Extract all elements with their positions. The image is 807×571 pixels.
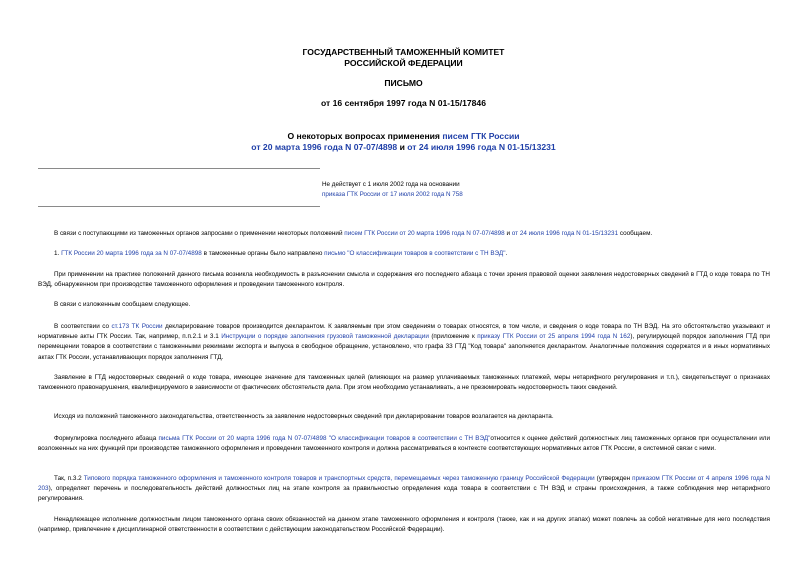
paragraph-3: При применении на практике положений данного письма возникла необходимость в разъяснении смысла и содержания его последнего абзаца с точки зрения правовой оценки заявления недостоверных сведений в ГТД о коде товара по ТН ВЭД, обнаруженном при производстве таможенного оформления и проведении таможенного контроля. bbox=[38, 271, 770, 289]
p8-text-2: относится к оценке действий должностных лиц таможенных органов при осуществлении или возложенных на них функций при производстве таможенного оформления и проведении таможенного контроля и должна рассматриваться в контексте соответствующих нормативных актов ГТК России, в системной связи с ними. bbox=[38, 435, 770, 453]
p2-link-1[interactable]: ГТК России 20 марта 1996 года за N 07-07/4898 bbox=[61, 250, 202, 257]
issuer-name bbox=[0, 47, 807, 68]
status-note bbox=[322, 180, 622, 200]
paragraph-5 bbox=[38, 322, 770, 363]
divider-top bbox=[38, 168, 320, 169]
p5-link-1[interactable]: ст.173 ТК России bbox=[111, 323, 163, 330]
p1-text-1: В связи с поступающими из таможенных органов запросами о применении некоторых положений bbox=[54, 230, 345, 237]
p5-link-2[interactable]: Инструкции о порядке заполнения грузовой таможенной декларации bbox=[221, 333, 429, 341]
document-date-number: от 16 сентября 1997 года N 01-15/17846 bbox=[321, 98, 486, 108]
paragraph-2 bbox=[38, 249, 770, 259]
subject-link-letter-1[interactable]: от 20 марта 1996 года N 07-07/4898 bbox=[251, 142, 398, 152]
p5-text-3: (приложение к bbox=[428, 333, 478, 341]
p1-text-2: и bbox=[504, 230, 512, 237]
paragraph-4: В связи с изложенным сообщаем следующее. bbox=[54, 301, 191, 308]
subject-link-letter-2[interactable]: от 24 июля 1996 года N 01-15/13231 bbox=[407, 142, 556, 152]
p1-text-3: сообщаем. bbox=[618, 230, 653, 237]
document-subject bbox=[0, 131, 807, 153]
p1-link-2[interactable]: от 24 июля 1996 года N 01-15/13231 bbox=[511, 230, 619, 237]
paragraph-7: Исходя из положений таможенного законодательства, ответственность за заявление недостоверных сведений при декларировании товаров возлагается на декларанта. bbox=[54, 413, 554, 420]
p9-link-1[interactable]: Типового порядка таможенного оформления и таможенного контроля товаров и транспортных средств, перемещаемых через таможенную границу Российской Федерации bbox=[83, 475, 595, 482]
p2-link-2[interactable]: письмо "О классификации товаров в соответствии с ТН ВЭД" bbox=[324, 250, 506, 257]
p2-text-3: . bbox=[505, 250, 508, 257]
paragraph-8 bbox=[38, 434, 770, 454]
document-type: ПИСЬМО bbox=[384, 78, 423, 88]
subject-prefix: О некоторых вопросах применения bbox=[287, 131, 443, 141]
p2-text-2: в таможенные органы было направлено bbox=[201, 250, 325, 257]
status-note-link[interactable]: приказа ГТК России от 17 июля 2002 года N 758 bbox=[322, 191, 463, 198]
paragraph-1 bbox=[38, 229, 770, 239]
divider-bottom bbox=[38, 206, 320, 207]
p5-text-1: В соответствии со bbox=[54, 323, 112, 330]
issuer-line-2: РОССИЙСКОЙ ФЕДЕРАЦИИ bbox=[344, 57, 463, 68]
paragraph-10: Ненадлежащее исполнение должностным лицом таможенного органа своих обязанностей на данном этапе таможенного оформления и контроля (также, как и на других этапах) может повлечь за собой негативные для него последствия (например, привлечение к дисциплинарной ответственности в соответствии с действующим законодательством Российской Федерации). bbox=[38, 516, 770, 534]
p9-text-3: ), определяет перечень и последовательность действий должностных лиц на этапе контроля за правильностью определения кода товара в соответствии с ТН ВЭД и страны происхождения, а также соблюдения мер нетарифного регулирования. bbox=[38, 485, 770, 503]
p5-link-3[interactable]: приказу ГТК России от 25 апреля 1994 года N 162 bbox=[477, 333, 631, 341]
issuer-line-1: ГОСУДАРСТВЕННЫЙ ТАМОЖЕННЫЙ КОМИТЕТ bbox=[302, 47, 505, 57]
status-note-text: Не действует с 1 июля 2002 года на основании bbox=[322, 181, 460, 188]
p9-text-1: Так, п.3.2 bbox=[54, 475, 84, 482]
p8-link-1[interactable]: письма ГТК России от 20 марта 1996 года N 07-07/4898 "О классификации товаров в соответствии с ТН ВЭД" bbox=[158, 435, 491, 442]
p1-link-1[interactable]: писем ГТК России от 20 марта 1996 года N 07-07/4898 bbox=[344, 230, 505, 237]
paragraph-6: Заявление в ГТД недостоверных сведений о коде товара, имеющее значение для таможенных целей (влияющих на размер уплачиваемых таможенных платежей, меры нетарифного регулирования и т.п.), свидетельствует о признаках таможенного правонарушения, квалифицируемого в зависимости от фактических обстоятельств дела. При этом необходимо устанавливать, а не презюмировать недостоверность таких сведений. bbox=[38, 374, 770, 392]
p9-text-2: (утвержден bbox=[594, 475, 633, 482]
p9-link-2[interactable]: приказом ГТК России от 4 апреля 1996 года N 203 bbox=[38, 475, 770, 493]
subject-link-letters[interactable]: писем ГТК России bbox=[442, 131, 520, 141]
p5-text-4: ), регулирующей порядок заполнения ГТД при перемещении товаров в соответствии с таможенными режимами экспорта и выпуска в свободное обращение, установлено, что графа 33 ГТД "Код товара" заполняется декларантом. Аналогичные положения содержатся и в иных нормативных актах ГТК России, устанавливающих порядок заполнения ГТД. bbox=[38, 333, 770, 361]
p8-text-1: Формулировка последнего абзаца bbox=[54, 435, 159, 442]
subject-conjunction: и bbox=[397, 142, 408, 152]
p2-text-1: 1. bbox=[54, 250, 62, 257]
paragraph-9 bbox=[38, 474, 770, 505]
p5-text-2: декларирование товаров производится декларантом. К заявляемым при этом сведениям о товарах относятся, в том числе, и сведения о коде товара по ТН ВЭД. На это обстоятельство указывают и нормативные акты ГТК России. Так, например, п.п.2.1 и 3.1 bbox=[38, 323, 771, 341]
